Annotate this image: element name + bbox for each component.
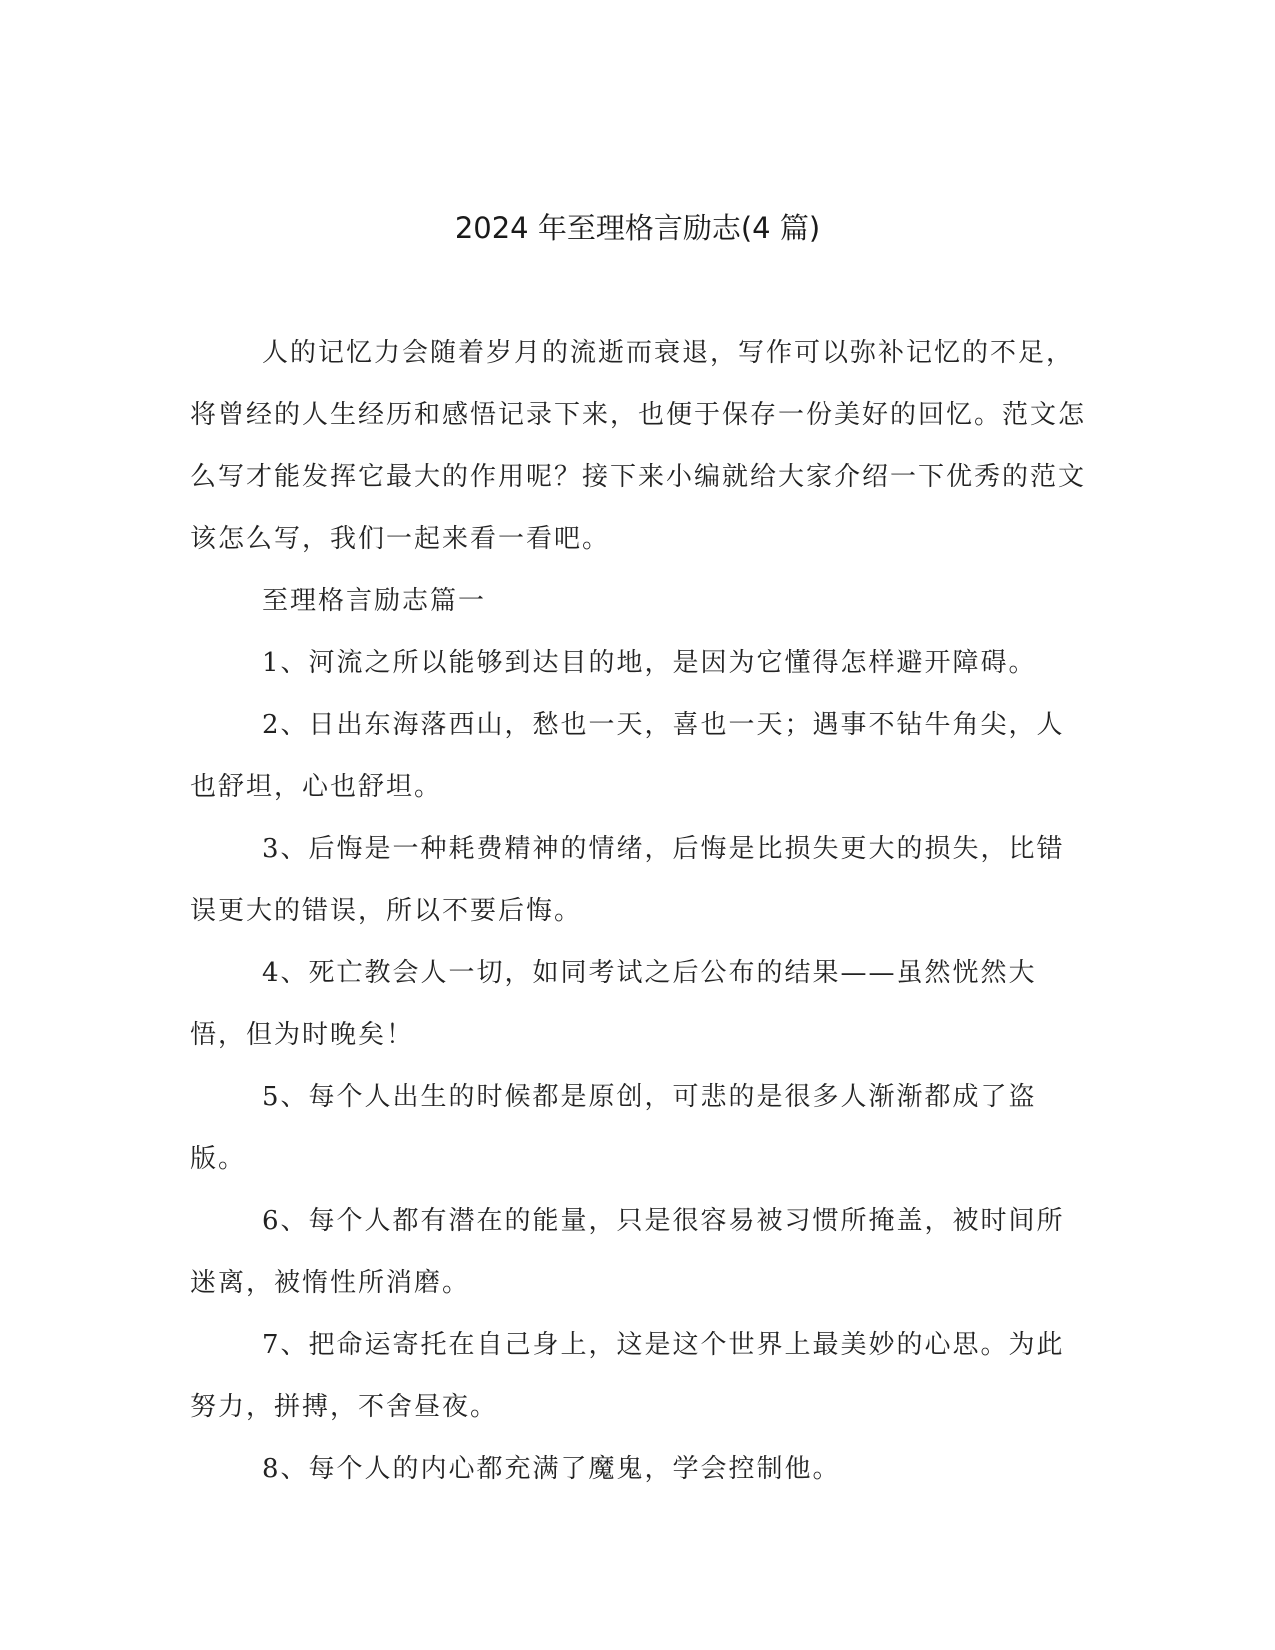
- intro-paragraph: 人的记忆力会随着岁月的流逝而衰退，写作可以弥补记忆的不足，将曾经的人生经历和感悟记录下来，也便于保存一份美好的回忆。范文怎么写才能发挥它最大的作用呢？接下来小编就给大家介绍一下优秀的范文该怎么写，我们一起来看一看吧。: [190, 338, 1087, 554]
- document-body: [190, 322, 1086, 1500]
- quote-paragraph: 6、每个人都有潜在的能量，只是很容易被习惯所掩盖，被时间所迷离，被惰性所消磨。: [190, 1206, 1065, 1298]
- quote-paragraph: 1、河流之所以能够到达目的地，是因为它懂得怎样避开障碍。: [262, 648, 1037, 678]
- document-title: 2024 年至理格言励志(4 篇): [454, 211, 821, 245]
- quote-paragraph: 5、每个人出生的时候都是原创，可悲的是很多人渐渐都成了盗版。: [190, 1082, 1037, 1174]
- section-heading: 至理格言励志篇一: [262, 586, 487, 616]
- quote-paragraph: 2、日出东海落西山，愁也一天，喜也一天；遇事不钻牛角尖，人也舒坦，心也舒坦。: [190, 710, 1065, 802]
- quote-paragraph: 8、每个人的内心都充满了魔鬼，学会控制他。: [262, 1454, 841, 1484]
- quote-paragraph: 4、死亡教会人一切，如同考试之后公布的结果——虽然恍然大悟，但为时晚矣！: [190, 958, 1037, 1050]
- quote-paragraph: 3、后悔是一种耗费精神的情绪，后悔是比损失更大的损失，比错误更大的错误，所以不要后悔。: [190, 834, 1065, 926]
- quote-paragraph: 7、把命运寄托在自己身上，这是这个世界上最美妙的心思。为此努力，拼搏，不舍昼夜。: [190, 1330, 1065, 1422]
